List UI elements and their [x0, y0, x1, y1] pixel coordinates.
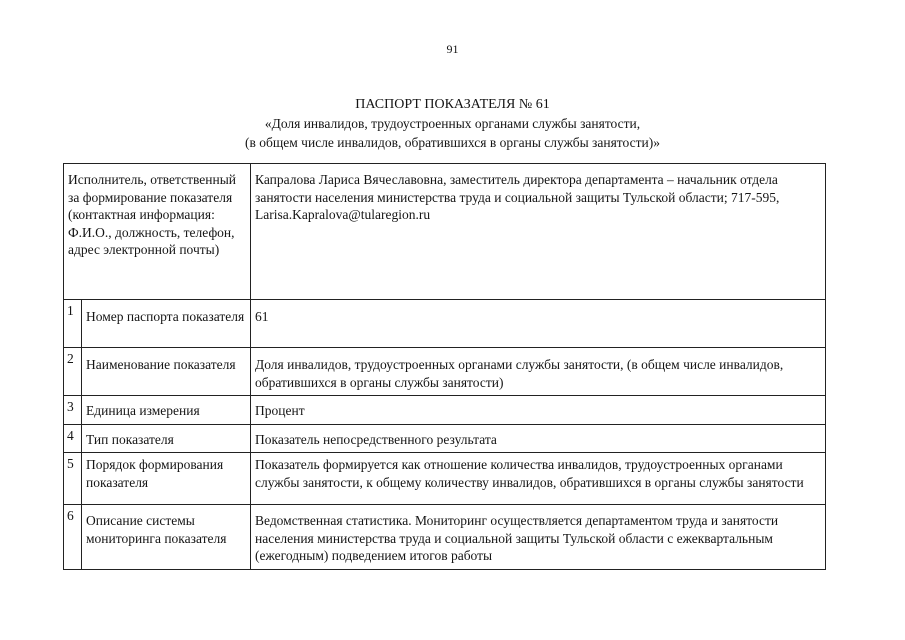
table-row-executor: [64, 164, 826, 300]
row-number: 6: [64, 505, 82, 570]
row-value: Показатель непосредственного результата: [251, 425, 826, 453]
row-label: Единица измерения: [82, 396, 251, 425]
indicator-name-line-2: (в общем числе инвалидов, обратившихся в органы службы занятости)»: [245, 135, 660, 150]
row-label: Наименование показателя: [82, 348, 251, 396]
page-number: 91: [446, 42, 459, 56]
row-number: 5: [64, 453, 82, 505]
row-label: Тип показателя: [82, 425, 251, 453]
row-value: Доля инвалидов, трудоустроенных органами службы занятости, (в общем числе инвалидов, обратившихся в органы службы занятости): [251, 348, 826, 396]
row-number: 1: [64, 300, 82, 348]
table-row: [64, 505, 826, 570]
passport-table: [63, 163, 826, 570]
row-value: Ведомственная статистика. Мониторинг осуществляется департаментом труда и занятости населения министерства труда и социальной защиты Тульской области с ежеквартальным (ежегодным) подведением итогов работы: [251, 505, 826, 570]
table-row: [64, 396, 826, 425]
row-value: 61: [251, 300, 826, 348]
table-row: [64, 453, 826, 505]
executor-label: Исполнитель, ответственный за формирование показателя (контактная информация: Ф.И.О., должность, телефон, адрес электронной почты): [64, 164, 251, 300]
table-row: [64, 348, 826, 396]
row-value: Процент: [251, 396, 826, 425]
document-title: [0, 95, 905, 152]
table-row: [64, 425, 826, 453]
table-row: [64, 300, 826, 348]
row-number: 2: [64, 348, 82, 396]
row-number: 3: [64, 396, 82, 425]
passport-title: ПАСПОРТ ПОКАЗАТЕЛЯ № 61: [355, 97, 550, 112]
row-label: Номер паспорта показателя: [82, 300, 251, 348]
row-number: 4: [64, 425, 82, 453]
row-value: Показатель формируется как отношение количества инвалидов, трудоустроенных органами службы занятости, к общему количеству инвалидов, обратившихся в органы службы занятости: [251, 453, 826, 505]
executor-value: Капралова Лариса Вячеславовна, заместитель директора департамента – начальник отдела занятости населения министерства труда и социальной защиты Тульской области; 717-595, Larisa.Kapralova@tularegion.ru: [251, 164, 826, 300]
row-label: Описание системы мониторинга показателя: [82, 505, 251, 570]
row-label: Порядок формирования показателя: [82, 453, 251, 505]
indicator-name-line-1: «Доля инвалидов, трудоустроенных органами службы занятости,: [264, 116, 641, 131]
